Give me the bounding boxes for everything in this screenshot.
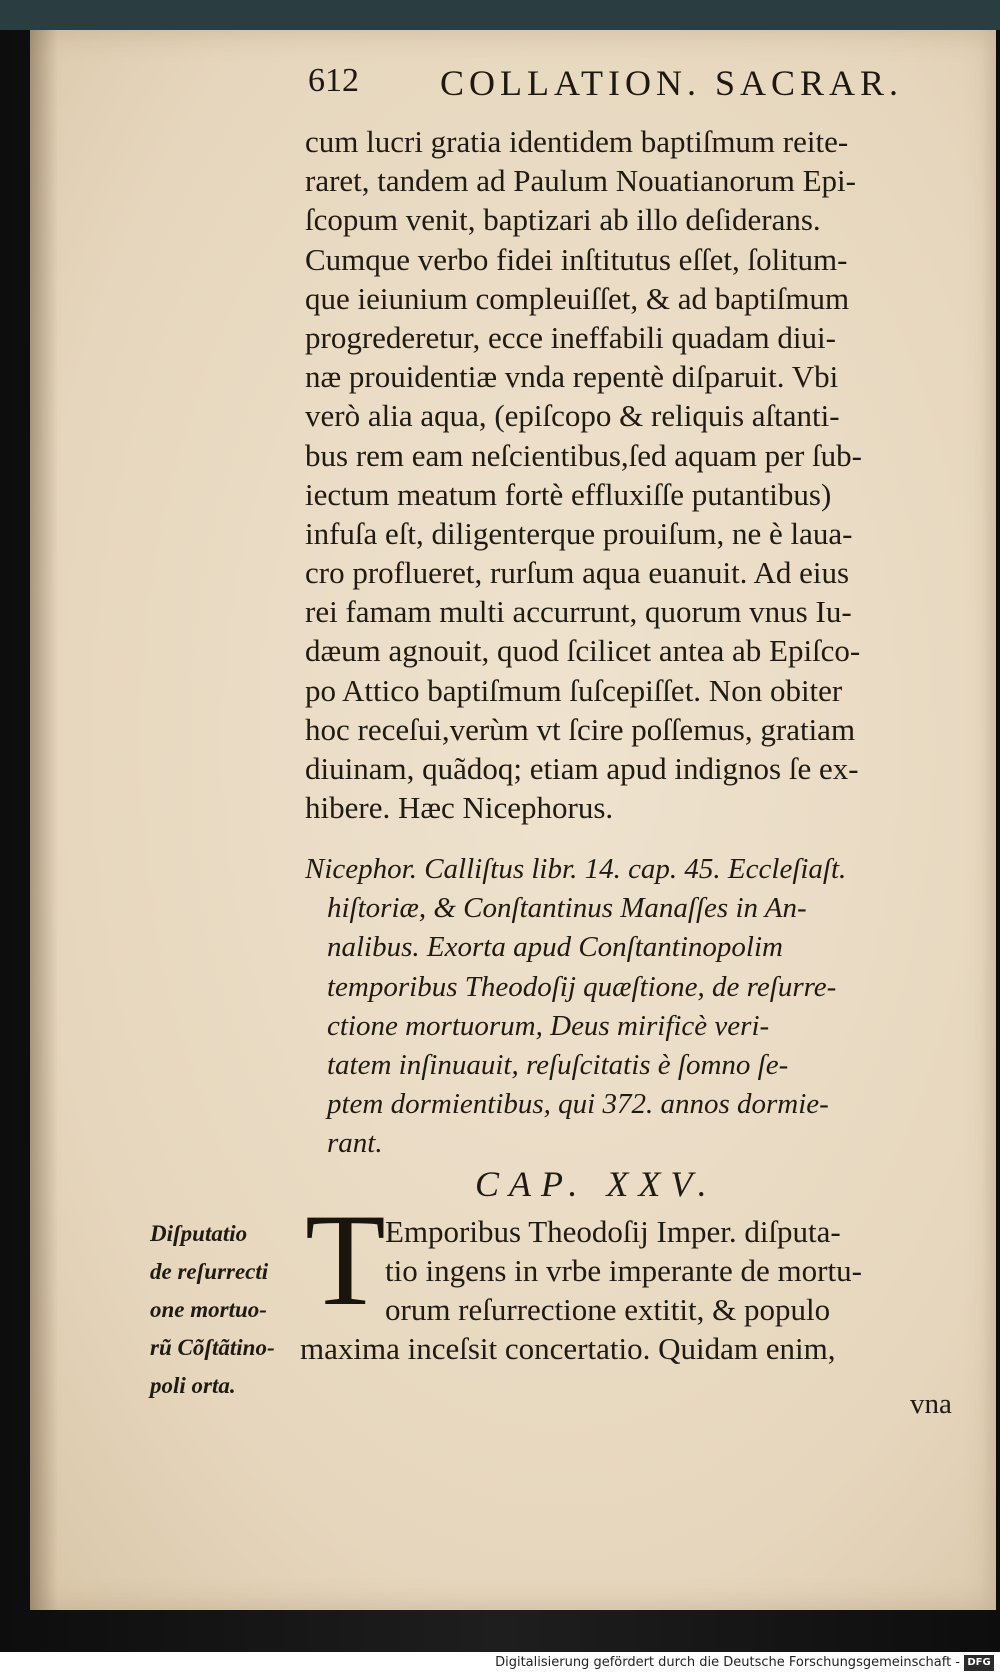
text-line: hoc receſui,verùm vt ſcire poſſemus, gratiam	[305, 711, 856, 747]
text-line: ſcopum venit, baptizari ab illo deſiderans.	[305, 202, 821, 238]
chapter-line: maxima inceſsit concertatio. Quidam enim,	[300, 1331, 836, 1366]
main-text-block	[305, 122, 977, 827]
text-line: raret, tandem ad Paulum Nouatianorum Epi-	[305, 163, 856, 199]
note-line: ptem dormientibus, qui 372. annos dormie-	[327, 1088, 829, 1121]
text-line: infuſa eſt, diligenterque prouiſum, ne è laua-	[305, 515, 853, 551]
chapter-heading: CAP. XXV.	[475, 1164, 717, 1204]
chapter-full-text	[300, 1329, 977, 1368]
margin-note-line: poli orta.	[150, 1373, 236, 1398]
footer-credit: Digitalisierung gefördert durch die Deutsche Forschungsgemeinschaft -	[495, 1655, 960, 1670]
text-line: que ieiunium compleuiſſet, & ad baptiſmum	[305, 280, 850, 316]
note-line: hiſtoriæ, & Conſtantinus Manaſſes in An-	[327, 892, 807, 925]
text-line: iectum meatum fortè effluxiſſe putantibus)	[305, 476, 832, 512]
text-line: cro proflueret, rurſum aqua euanuit. Ad eius	[305, 555, 850, 591]
chapter-line: tio ingens in vrbe imperante de mortu-	[385, 1253, 862, 1289]
running-head-title: COLLATION. SACRAR.	[440, 63, 904, 103]
catchword: vna	[910, 1388, 952, 1420]
dfg-logo-icon: DFG	[964, 1655, 994, 1671]
margin-note	[150, 1215, 300, 1405]
text-line: cum lucri gratia identidem baptiſmum reite-	[305, 124, 849, 159]
note-line: nalibus. Exorta apud Conſtantinopolim	[327, 931, 783, 964]
drop-cap-initial: T	[305, 1186, 386, 1333]
text-line: Cumque verbo fidei inſtitutus eſſet, ſolitum-	[305, 241, 848, 277]
margin-note-line: Diſputatio	[150, 1221, 248, 1246]
text-line: hibere. Hæc Nicephorus.	[305, 790, 614, 826]
note-line: tatem inſinuauit, reſuſcitatis è ſomno ſe-	[327, 1048, 789, 1081]
scan-top-strip	[0, 0, 1000, 30]
page-number: 612	[308, 62, 359, 99]
text-line: rei famam multi accurrunt, quorum vnus Iu-	[305, 594, 852, 630]
chapter-line: orum reſurrectione extitit, & populo	[385, 1292, 831, 1328]
margin-note-line: rũ Cõſtãtino-	[150, 1335, 275, 1360]
text-line: bus rem eam neſcientibus,ſed aquam per ſub-	[305, 437, 862, 473]
note-line: rant.	[327, 1127, 383, 1160]
text-line: po Attico baptiſmum ſuſcepiſſet. Non obiter	[305, 672, 843, 708]
citation-note	[305, 850, 977, 1164]
note-line: Nicephor. Calliſtus libr. 14. cap. 45. Eccleſiaſt.	[305, 853, 847, 885]
text-line: dæum agnouit, quod ſcilicet antea ab Epiſco-	[305, 633, 861, 669]
text-line: verò alia aqua, (epiſcopo & reliquis aſtanti-	[305, 398, 840, 434]
chapter-line: Emporibus Theodoſij Imper. diſputa-	[385, 1214, 841, 1249]
page-edge	[982, 30, 996, 1610]
margin-note-line: one mortuo-	[150, 1297, 267, 1322]
text-line: næ prouidentiæ vnda repentè diſparuit. Vbi	[305, 359, 839, 395]
gutter-shadow	[30, 30, 58, 1610]
margin-note-line: de reſurrecti	[150, 1259, 269, 1284]
text-line: diuinam, quãdoq; etiam apud indignos ſe ex-	[305, 751, 859, 786]
chapter-indented-text	[385, 1212, 977, 1330]
text-line: progrederetur, ecce ineffabili quadam diui-	[305, 319, 836, 355]
note-line: ctione mortuorum, Deus mirificè veri-	[327, 1009, 770, 1042]
note-line: temporibus Theodoſij quæſtione, de reſurre-	[327, 970, 837, 1003]
